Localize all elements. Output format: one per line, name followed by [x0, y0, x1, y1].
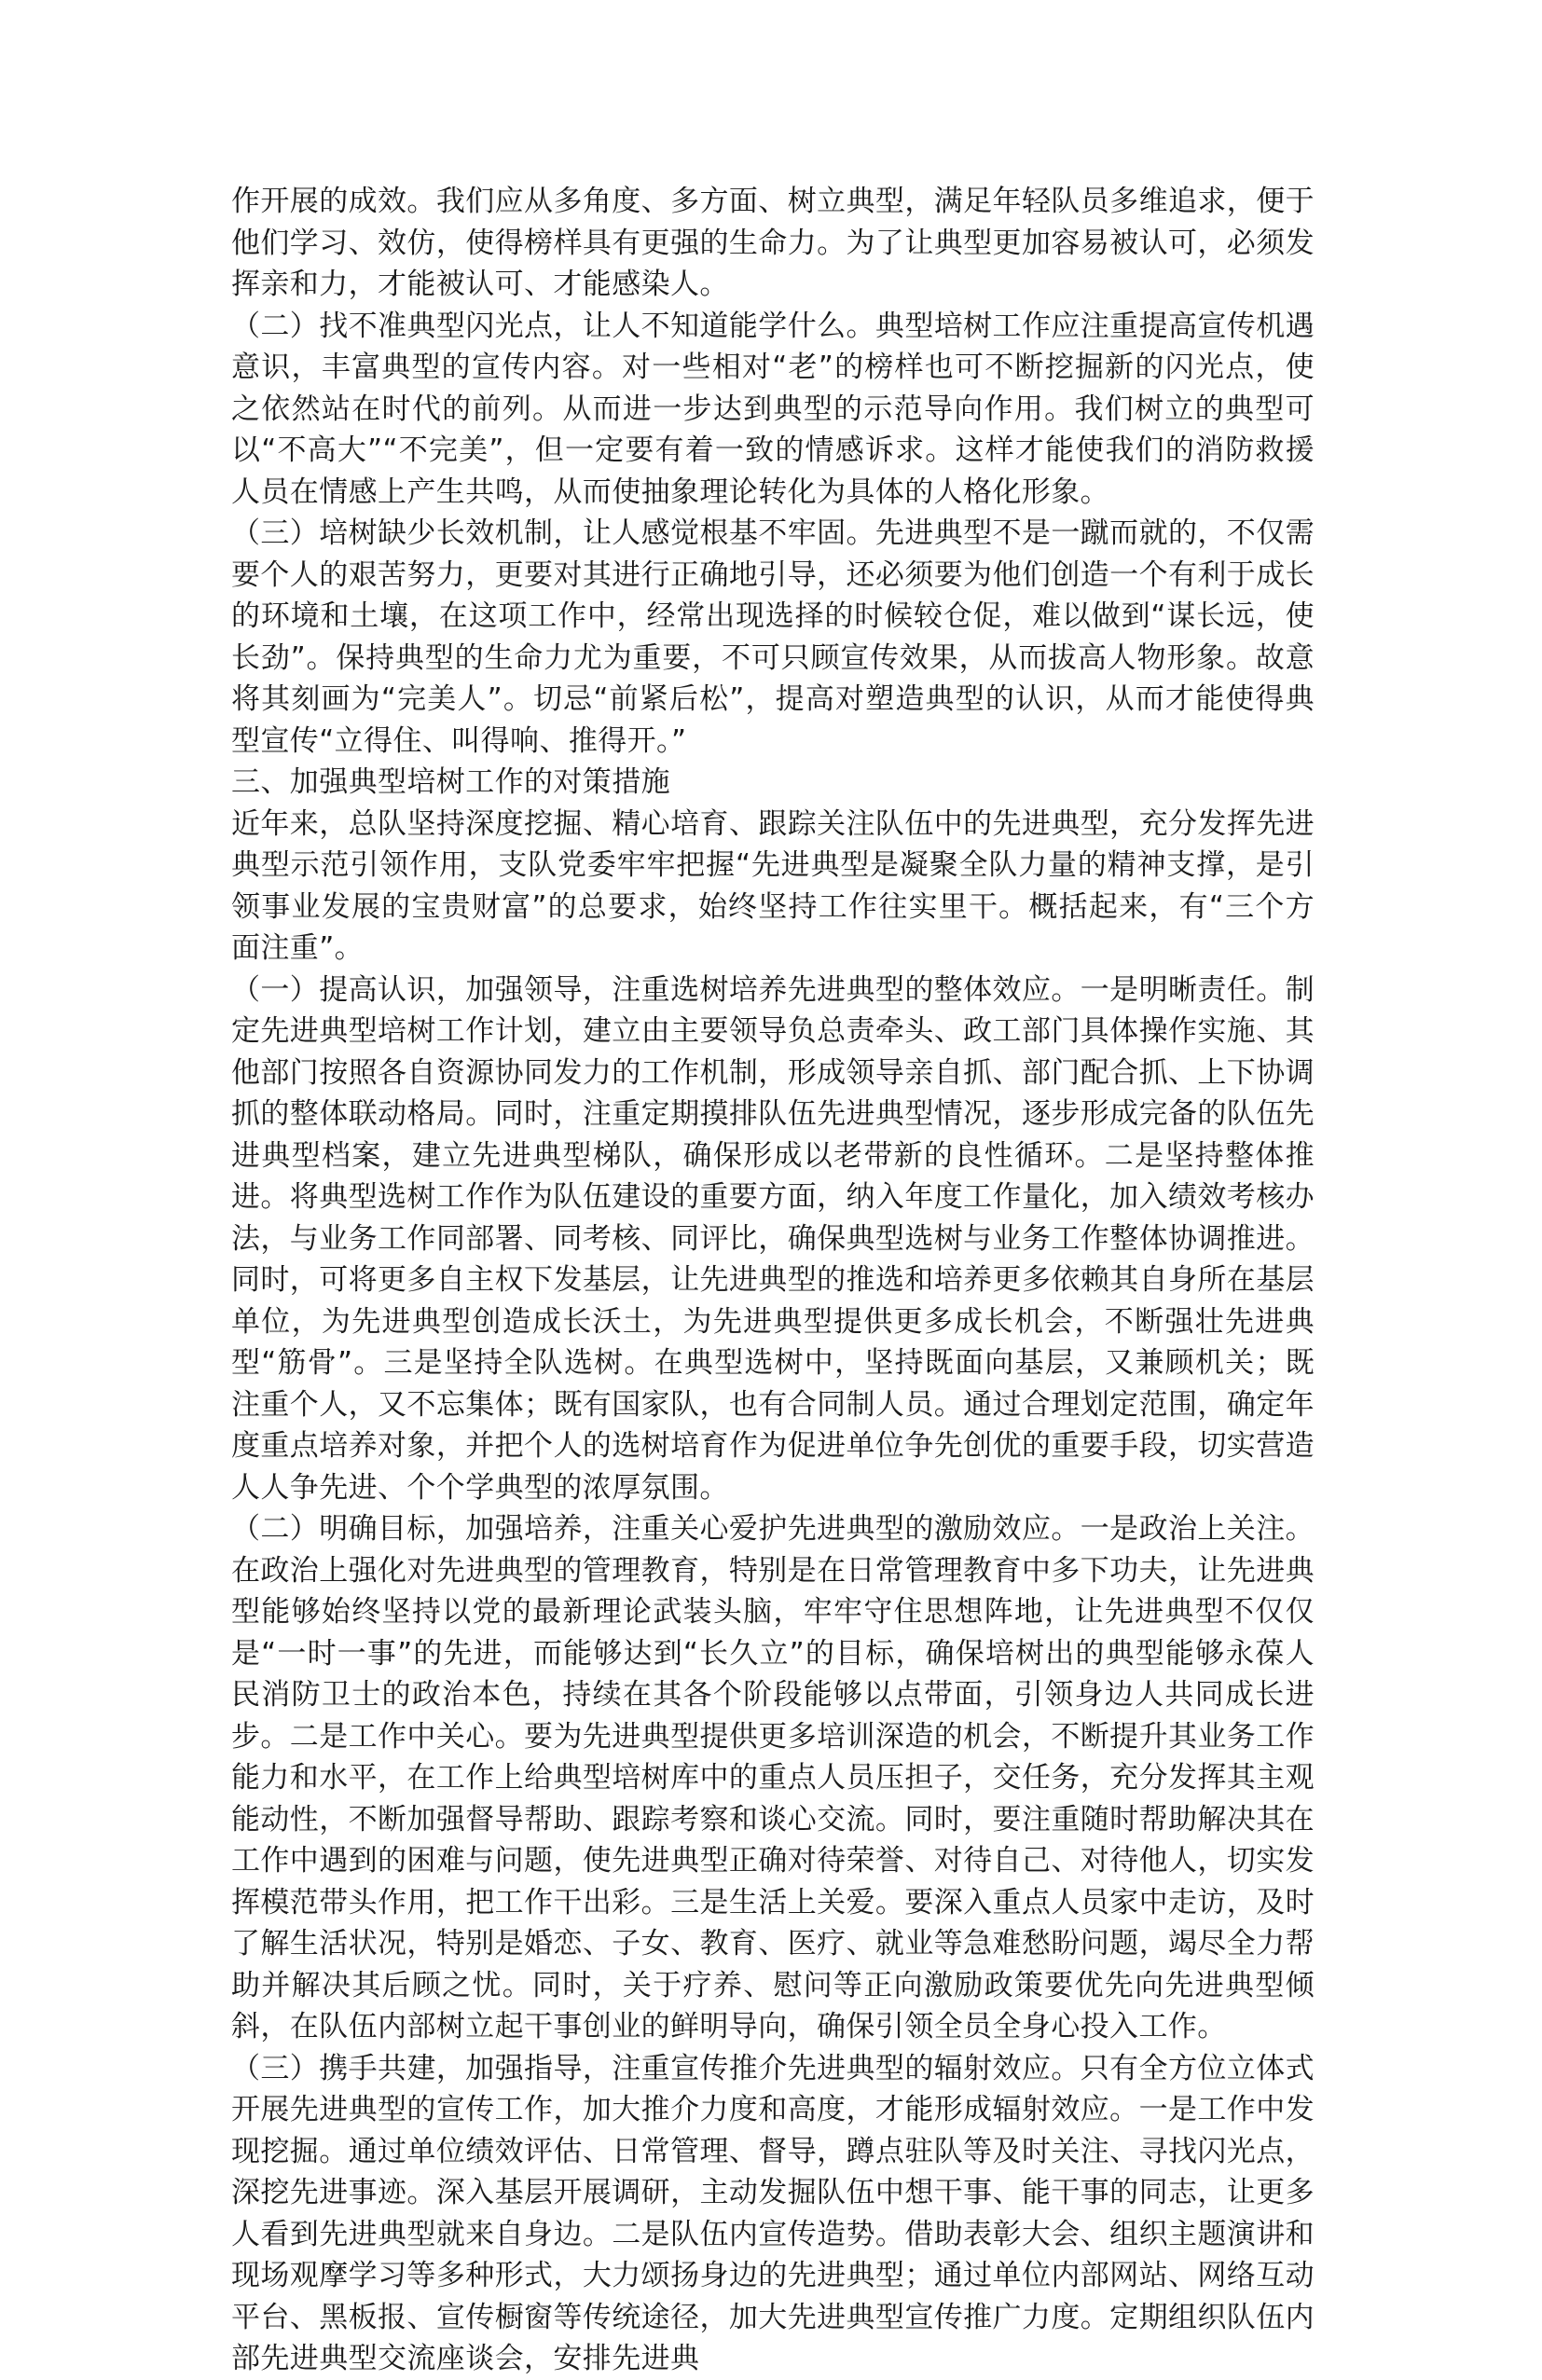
paragraph-measure-one: （一）提高认识，加强领导，注重选树培养先进典型的整体效应。一是明晰责任。制定先进典型培树工作计划，建立由主要领导负总责牵头、政工部门具体操作实施、其他部门按照各自资源协同发力的工作机制，形成领导亲自抓、部门配合抓、上下协调抓的整体联动格局。同时，注重定期摸排队伍先进典型情况，逐步形成完备的队伍先进典型档案，建立先进典型梯队，确保形成以老带新的良性循环。二是坚持整体推进。将典型选树工作作为队伍建设的重要方面，纳入年度工作量化，加入绩效考核办法，与业务工作同部署、同考核、同评比，确保典型选树与业务工作整体协调推进。同时，可将更多自主权下发基层，让先进典型的推选和培养更多依赖其自身所在基层单位，为先进典型创造成长沃土，为先进典型提供更多成长机会，不断强壮先进典型“筋骨”。三是坚持全队选树。在典型选树中，坚持既面向基层，又兼顾机关；既注重个人，又不忘集体；既有国家队，也有合同制人员。通过合理划定范围，确定年度重点培养对象，并把个人的选树培育作为促进单位争先创优的重要手段，切实营造人人争先进、个个学典型的浓厚氛围。 — [231, 972, 1315, 1505]
paragraph-measure-three: （三）携手共建，加强指导，注重宣传推介先进典型的辐射效应。只有全方位立体式开展先进典型的宣传工作，加大推介力度和高度，才能形成辐射效应。一是工作中发现挖掘。通过单位绩效评估、日常管理、督导，蹲点驻队等及时关注、寻找闪光点，深挖先进事迹。深入基层开展调研，主动发掘队伍中想干事、能干事的同志，让更多人看到先进典型就来自身边。二是队伍内宣传造势。借助表彰大会、组织主题演讲和现场观摩学习等多种形式，大力颂扬身边的先进典型；通过单位内部网站、网络互动平台、黑板报、宣传橱窗等传统途径，加大先进典型宣传推广力度。定期组织队伍内部先进典型交流座谈会，安排先进典 — [231, 2051, 1315, 2375]
paragraph-long-term-mechanism: （三）培树缺少长效机制，让人感觉根基不牢固。先进典型不是一蹴而就的，不仅需要个人的艰苦努力，更要对其进行正确地引导，还必须要为他们创造一个有利于成长的环境和土壤，在这项工作中，经常出现选择的时候较仓促，难以做到“谋长远，使长劲”。保持典型的生命力尤为重要，不可只顾宣传效果，从而拔高人物形象。故意将其刻画为“完美人”。切忌“前紧后松”，提高对塑造典型的认识，从而才能使得典型宣传“立得住、叫得响、推得开。” — [231, 516, 1315, 758]
paragraph-continuation: 作开展的成效。我们应从多角度、多方面、树立典型，满足年轻队员多维追求，便于他们学习、效仿，使得榜样具有更强的生命力。为了让典型更加容易被认可，必须发挥亲和力，才能被认可、才能感染人。 — [231, 185, 1315, 301]
document-body — [231, 181, 1315, 2380]
paragraph-measure-two: （二）明确目标，加强培养，注重关心爱护先进典型的激励效应。一是政治上关注。在政治上强化对先进典型的管理教育，特别是在日常管理教育中多下功夫，让先进典型能够始终坚持以党的最新理论武装头脑，牢牢守住思想阵地，让先进典型不仅仅是“一时一事”的先进，而能够达到“长久立”的目标，确保培树出的典型能够永葆人民消防卫士的政治本色，持续在其各个阶段能够以点带面，引领身边人共同成长进步。二是工作中关心。要为先进典型提供更多培训深造的机会，不断提升其业务工作能力和水平，在工作上给典型培树库中的重点人员压担子，交任务，充分发挥其主观能动性，不断加强督导帮助、跟踪考察和谈心交流。同时，要注重随时帮助解决其在工作中遇到的困难与问题，使先进典型正确对待荣誉、对待自己、对待他人，切实发挥模范带头作用，把工作干出彩。三是生活上关爱。要深入重点人员家中走访，及时了解生活状况，特别是婚恋、子女、教育、医疗、就业等急难愁盼问题，竭尽全力帮助并解决其后顾之忧。同时，关于疗养、慰问等正向激励政策要优先向先进典型倾斜，在队伍内部树立起干事创业的鲜明导向，确保引领全员全身心投入工作。 — [231, 1512, 1315, 2043]
section-heading: 三、加强典型培树工作的对策措施 — [231, 765, 670, 799]
paragraph-highlight-issue: （二）找不准典型闪光点，让人不知道能学什么。典型培树工作应注重提高宣传机遇意识，丰富典型的宣传内容。对一些相对“老”的榜样也可不断挖掘新的闪光点，使之依然站在时代的前列。从而进一步达到典型的示范导向作用。我们树立的典型可以“不高大”“不完美”，但一定要有着一致的情感诉求。这样才能使我们的消防救援人员在情感上产生共鸣，从而使抽象理论转化为具体的人格化形象。 — [231, 309, 1315, 509]
paragraph-intro: 近年来，总队坚持深度挖掘、精心培育、跟踪关注队伍中的先进典型，充分发挥先进典型示范引领作用，支队党委牢牢把握“先进典型是凝聚全队力量的精神支撑，是引领事业发展的宝贵财富”的总要求，始终坚持工作往实里干。概括起来，有“三个方面注重”。 — [231, 806, 1315, 965]
